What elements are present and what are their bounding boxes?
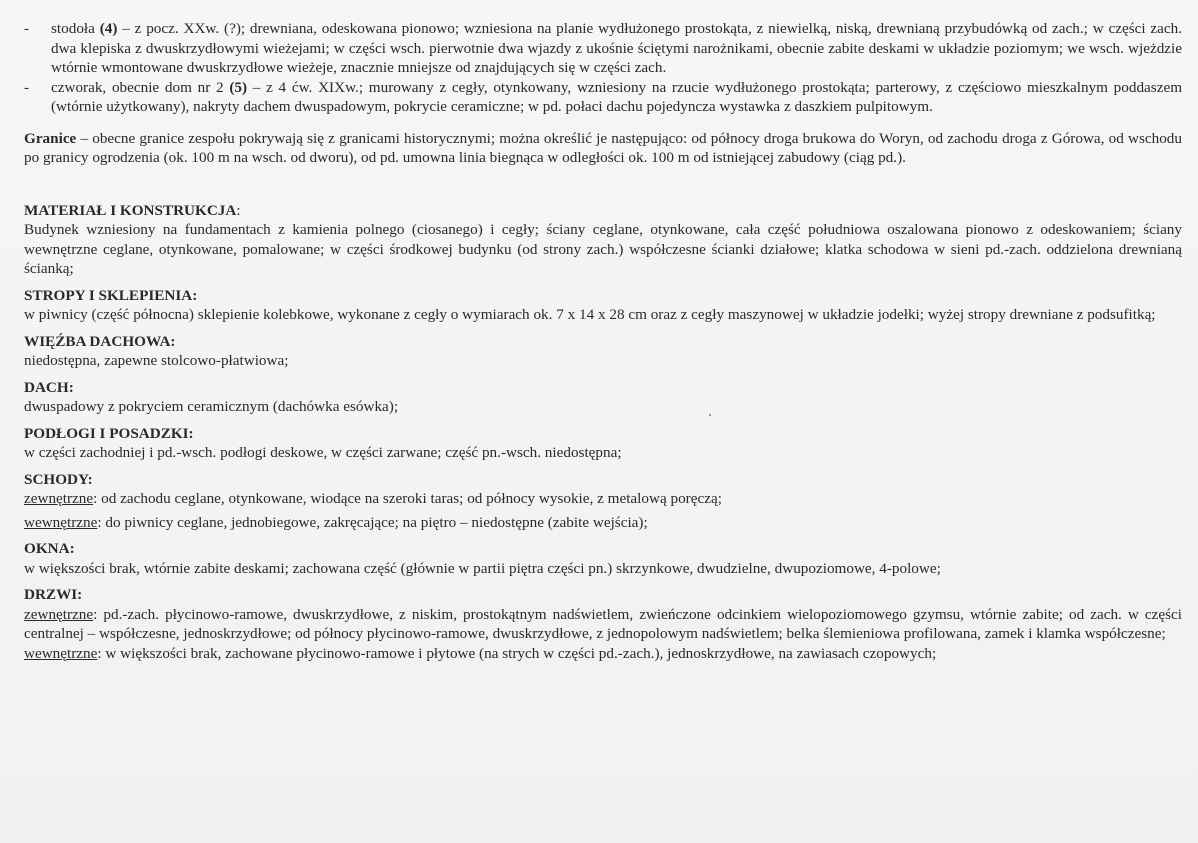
scan-speck xyxy=(709,414,711,416)
stairs-internal: wewnętrzne: do piwnicy ceglane, jednobiegowe, zakręcające; na piętro – niedostępne (zabite wejścia); xyxy=(24,513,648,531)
item-description: – z pocz. XXw. (?); drewniana, odeskowana pionowo; wzniesiona na planie wydłużonego prostokąta, z niewielką, niską, drewnianą przybudówką od zach.; w części zach. dwa klepiska z dwuskrzydłowymi wieżejami; w części wsch. pierwotnie dwa wjazdy z ukośnie ściętymi narożnikami, obecnie zabite deskami w układzie poziomym; we wsch. wjeżdzie wtórnie wmontowane dwuskrzydłowe wieżeje, znacznie mniejsze od znajdujących się w części zach. xyxy=(51,20,1183,76)
section-text: niedostępna, zapewne stolcowo-płatwiowa; xyxy=(24,352,289,369)
item-name: czworak, obecnie dom nr 2 xyxy=(51,78,230,96)
boundaries-lead: Granice xyxy=(24,129,77,147)
internal-label: wewnętrzne xyxy=(24,644,98,662)
section-text: w części zachodniej i pd.-wsch. podłogi deskowe, w części zarwane; część pn.-wsch. niedostępna; xyxy=(24,444,622,461)
boundaries-text: – obecne granice zespołu pokrywają się z granicami historycznymi; można określić je następująco: od północy droga brukowa do Woryn, od zachodu droga z Górowa, od wschodu po granicy ogrodzenia (ok. 100 m na wsch. od dworu), od pd. umowna linia biegnąca w odległości ok. 100 m od istniejącej zabudowy (ciąg pd.). xyxy=(24,129,1182,166)
section-stropy xyxy=(24,286,1182,325)
building-list xyxy=(24,19,1182,117)
section-dach xyxy=(24,378,1182,417)
section-heading: DACH: xyxy=(24,378,74,396)
section-text: Budynek wzniesiony na fundamentach z kamienia polnego (ciosanego) i cegły; ściany ceglane, otynkowane, cała część południowa oszalowana pionowo z odeskowaniem; ściany wewnętrzne ceglane, otynkowane, pomalowane; w części środkowej budynku (od strony zach.) współczesne ścianki działowe; klatka schodowa w sieni pd.-zach. oddzielona drewnianą ścianką; xyxy=(24,221,1182,277)
stairs-external: zewnętrzne: od zachodu ceglane, otynkowane, wiodące na szeroki taras; od północy wysokie, z metalową poręczą; xyxy=(24,490,722,507)
section-heading: PODŁOGI I POSADZKI: xyxy=(24,424,194,442)
bullet-dash: - xyxy=(24,20,30,37)
section-schody xyxy=(24,470,1182,533)
section-heading: WIĘŹBA DACHOWA: xyxy=(24,332,176,350)
item-name: stodoła xyxy=(51,20,100,37)
item-description: – z 4 ćw. XIXw.; murowany z cegły, otynkowany, wzniesiony na rzucie wydłużonego prostokąta; parterowy, z częściowo mieszkalnym poddaszem (wtórnie użytkowany), nakryty dachem dwuspadowym, pokrycie ceramiczne; w pd. połaci dachu pojedyncza wystawka z daszkiem pulpitowym. xyxy=(51,78,1183,115)
section-wiezba xyxy=(24,332,1182,371)
bullet-dash: - xyxy=(24,78,30,96)
doors-internal: wewnętrzne: w większości brak, zachowane płycinowo-ramowe i płytowe (na strych w części pd.-zach.), jednoskrzydłowe, na zawiasach czopowych; xyxy=(24,644,937,662)
doors-external: zewnętrzne: pd.-zach. płycinowo-ramowe, dwuskrzydłowe, z niskim, prostokątnym nadświetlem, zwieńczone odcinkiem wielopoziomowego gzymsu, wtórnie zabite; od zach. w części centralnej – współczesne, jednoskrzydłowe; od północy płycinowo-ramowe, dwuskrzydłowe, z jednopolowym nadświetlem; belka ślemieniowa profilowana, zamek i klamka współczesne; xyxy=(24,605,1182,642)
internal-label: wewnętrzne xyxy=(24,513,98,531)
list-item-stodola xyxy=(24,19,1182,78)
section-text: w piwnicy (część północna) sklepienie kolebkowe, wykonane z cegły o wymiarach ok. 7 x 14 x 28 cm oraz z cegły maszynowej w układzie jodełki; wyżej stropy drewniane z podsufitką; xyxy=(24,306,1156,323)
section-podlogi xyxy=(24,424,1182,463)
item-number: (4) xyxy=(99,20,118,37)
section-heading: MATERIAŁ I KONSTRUKCJA: xyxy=(24,201,241,219)
section-text: w większości brak, wtórnie zabite deskami; zachowana część (głównie w partii piętra części pn.) skrzynkowe, dwudzielne, dwupoziomowe, 4-polowe; xyxy=(24,559,941,577)
external-label: zewnętrzne xyxy=(24,605,94,623)
list-item-czworak xyxy=(24,78,1182,117)
section-okna xyxy=(24,539,1182,578)
section-text: dwuspadowy z pokryciem ceramicznym (dachówka esówka); xyxy=(24,398,399,415)
external-label: zewnętrzne xyxy=(24,490,94,507)
section-heading: DRZWI: xyxy=(24,586,83,603)
section-heading: OKNA: xyxy=(24,540,75,557)
section-heading: SCHODY: xyxy=(24,470,93,488)
boundaries-paragraph xyxy=(24,129,1182,168)
section-drzwi xyxy=(24,585,1182,663)
section-material xyxy=(24,201,1182,279)
item-number: (5) xyxy=(229,78,248,96)
section-heading: STROPY I SKLEPIENIA: xyxy=(24,286,198,304)
